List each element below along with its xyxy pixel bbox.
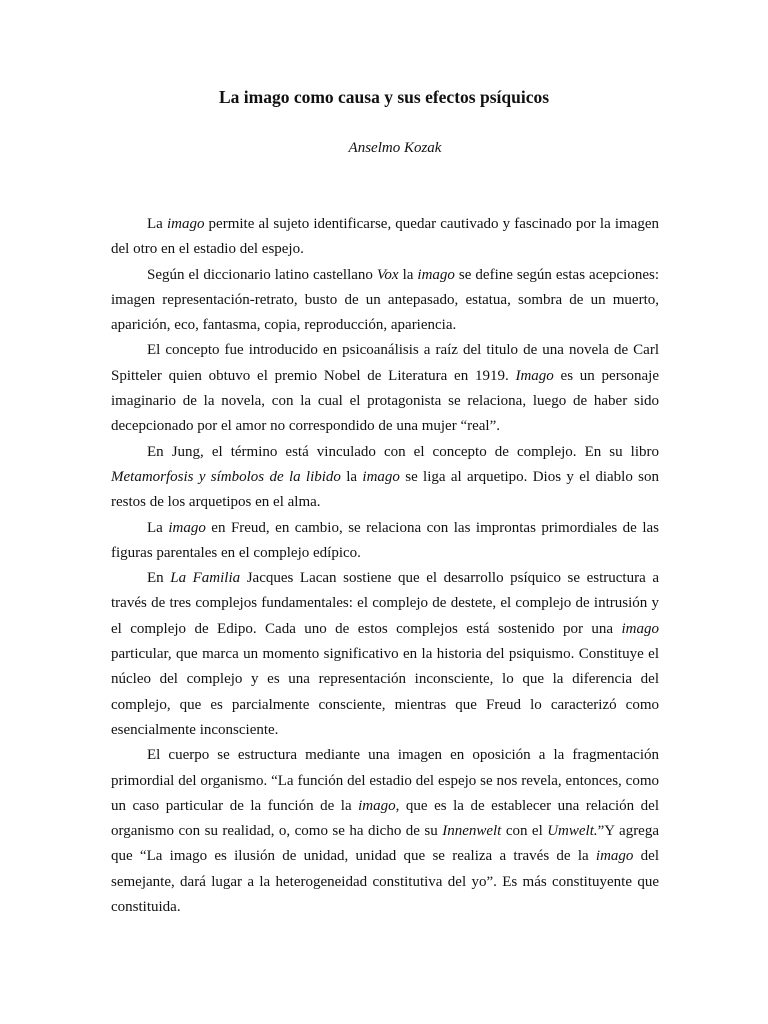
paragraph <box>111 440 659 516</box>
text-run: En <box>147 570 171 587</box>
italic-text: La Familia <box>170 570 241 587</box>
text-run: Según el diccionario latino castellano <box>147 266 377 283</box>
document-body <box>111 212 659 920</box>
text-run: en Freud, en cambio, se relaciona con las improntas primordiales de las figuras parentales en el complejo edípico. <box>111 519 659 561</box>
text-run: El concepto fue introducido en psicoanálisis a raíz del titulo de una novela de Carl Spitteler quien obtuvo el premio Nobel de Literatura en 1919. <box>111 342 659 384</box>
text-run: la <box>398 266 418 283</box>
italic-text: imago <box>621 620 659 637</box>
paragraph <box>111 338 659 439</box>
italic-text: imago <box>166 216 205 232</box>
text-run: En Jung, el término está vinculado con el concepto de complejo. En su libro <box>147 443 659 460</box>
text-run: es un personaje imaginario de la novela, con la cual el protagonista se relaciona, luego de haber sido decepcionado por el amor no correspondido de una mujer “real”. <box>111 367 660 435</box>
paragraph <box>111 212 659 263</box>
text-run: La <box>147 519 169 536</box>
italic-text: Vox <box>376 266 399 283</box>
italic-text: imago <box>168 519 206 536</box>
text-run: permite al sujeto identificarse, quedar cautivado y fascinado por la imagen del otro en el estadio del espejo. <box>111 216 659 258</box>
italic-text: imago <box>358 797 396 814</box>
text-run: con el <box>501 823 548 840</box>
paragraph <box>111 516 659 567</box>
text-run: particular, que marca un momento significativo en la historia del psiquismo. Constituye el núcleo del complejo y es una representación inconsciente, lo que la diferencia del complejo, que es parcialmente consciente, mientras que Freud lo caracterizó como esencialmente inconsciente. <box>111 646 659 738</box>
paragraph <box>111 743 659 920</box>
paragraph <box>111 566 659 743</box>
text-run: se liga al arquetipo. Dios y el diablo son restos de los arquetipos en el alma. <box>111 468 659 511</box>
document-title: La imago como causa y sus efectos psíquicos <box>218 87 550 107</box>
italic-text: imago <box>595 848 634 865</box>
text-run: la <box>340 468 363 485</box>
italic-text: Umwelt. <box>547 823 598 840</box>
italic-text: Innenwelt <box>442 823 502 840</box>
document-author: Anselmo Kozak <box>348 140 442 156</box>
text-run: se define según estas acepciones: imagen representación-retrato, busto de un antepasado, estatua, sombra de un muerto, aparición, eco, fantasma, copia, reproducción, apariencia. <box>111 266 659 334</box>
italic-text: imago <box>362 468 400 485</box>
text-run: , que es la de establecer una relación del organismo con su realidad, o, como se ha dicho de su <box>111 797 659 840</box>
italic-text: imago <box>417 266 455 283</box>
text-run: Jacques Lacan sostiene que el desarrollo psíquico se estructura a través de tres complejos fundamentales: el complejo de destete, el complejo de intrusión y el complejo de Edipo. Cada uno de estos complejos está sostenido por una <box>111 570 659 637</box>
paragraph <box>111 263 659 339</box>
text-run: ”Y agrega que “La imago es ilusión de unidad, unidad que se realiza a través de la <box>111 823 660 865</box>
italic-text: Imago <box>515 367 554 384</box>
text-run: La <box>147 216 167 232</box>
italic-text: Metamorfosis y símbolos de la libido <box>111 468 341 485</box>
text-run: El cuerpo se estructura mediante una imagen en oposición a la fragmentación primordial del organismo. “La función del estadio del espejo se nos revela, entonces, como un caso particular de la función de la <box>111 747 659 814</box>
text-run: del semejante, dará lugar a la heterogeneidad constitutiva del yo”. Es más constituyente que constituida. <box>111 848 660 916</box>
